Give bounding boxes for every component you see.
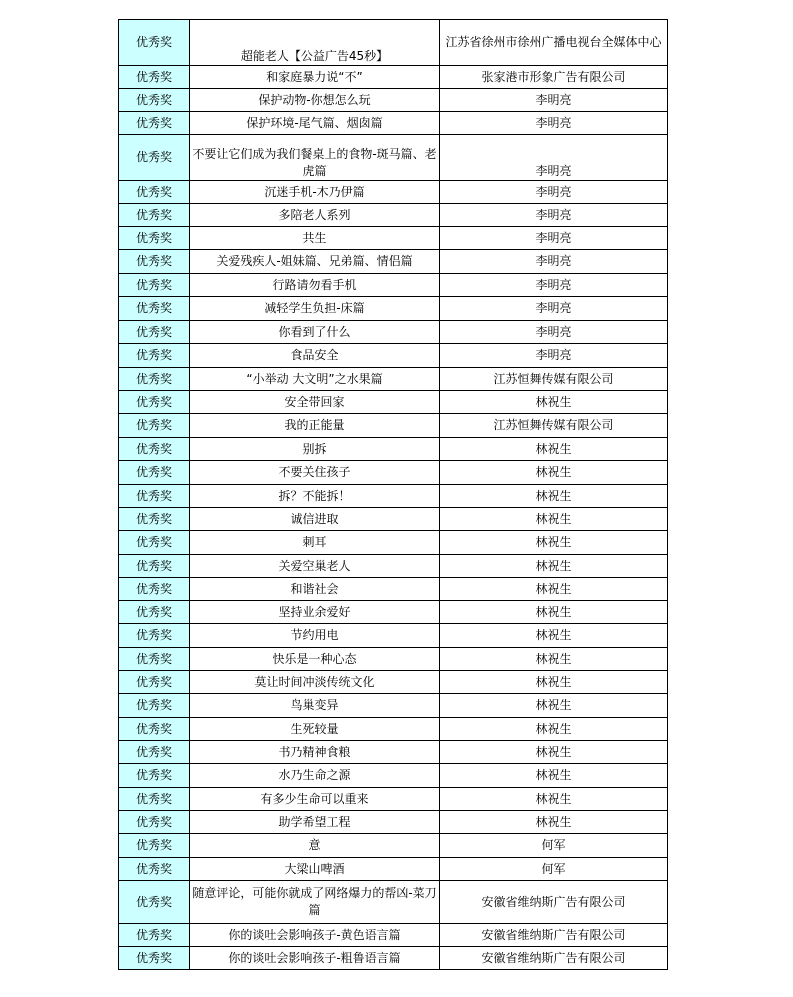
entrant-cell: 何军 [440,834,668,858]
work-title-cell: 大梁山啤酒 [190,858,440,881]
award-level-cell: 优秀奖 [119,438,190,461]
table-row [119,741,668,764]
table-row [119,881,668,924]
table-row [119,555,668,578]
award-level-cell: 优秀奖 [119,344,190,368]
award-level-cell: 优秀奖 [119,924,190,947]
table-row [119,274,668,297]
award-level-cell: 优秀奖 [119,508,190,531]
entrant-cell: 李明亮 [440,321,668,344]
work-title-cell: 意 [190,834,440,858]
entrant-cell: 林祝生 [440,555,668,578]
table-row [119,297,668,321]
entrant-cell: 李明亮 [440,135,668,181]
table-row [119,321,668,344]
entrant-cell: 李明亮 [440,250,668,274]
work-title-cell: 有多少生命可以重来 [190,788,440,811]
table-row [119,344,668,368]
work-title-cell: 超能老人【公益广告45秒】 [190,20,440,66]
table-row [119,531,668,555]
table-row [119,858,668,881]
award-level-cell: 优秀奖 [119,250,190,274]
work-title-cell: 别拆 [190,438,440,461]
work-title-cell: 行路请勿看手机 [190,274,440,297]
award-level-cell: 优秀奖 [119,274,190,297]
award-level-cell: 优秀奖 [119,368,190,391]
award-level-cell: 优秀奖 [119,297,190,321]
table-row [119,66,668,89]
work-title-cell: 多陪老人系列 [190,204,440,227]
entrant-cell: 李明亮 [440,227,668,250]
work-title-cell: 保护动物-你想怎么玩 [190,89,440,112]
entrant-cell: 林祝生 [440,461,668,485]
work-title-cell: 减轻学生负担-床篇 [190,297,440,321]
table-row [119,112,668,135]
entrant-cell: 张家港市形象广告有限公司 [440,66,668,89]
award-level-cell: 优秀奖 [119,601,190,624]
work-title-cell: “小举动 大文明”之水果篇 [190,368,440,391]
table-row [119,391,668,414]
work-title-cell: 坚持业余爱好 [190,601,440,624]
award-level-cell: 优秀奖 [119,321,190,344]
table-row [119,181,668,204]
award-level-cell: 优秀奖 [119,391,190,414]
entrant-cell: 林祝生 [440,788,668,811]
table-row [119,811,668,834]
award-level-cell: 优秀奖 [119,578,190,601]
work-title-cell: 共生 [190,227,440,250]
award-level-cell: 优秀奖 [119,485,190,508]
award-level-cell: 优秀奖 [119,947,190,970]
award-level-cell: 优秀奖 [119,671,190,694]
award-level-cell: 优秀奖 [119,834,190,858]
award-table-body [119,20,668,970]
work-title-cell: 诚信进取 [190,508,440,531]
work-title-cell: 食品安全 [190,344,440,368]
table-row [119,20,668,66]
table-row [119,227,668,250]
entrant-cell: 林祝生 [440,741,668,764]
entrant-cell: 林祝生 [440,485,668,508]
work-title-cell: 保护环境-尾气篇、烟囱篇 [190,112,440,135]
entrant-cell: 李明亮 [440,274,668,297]
work-title-cell: 沉迷手机-木乃伊篇 [190,181,440,204]
award-level-cell: 优秀奖 [119,112,190,135]
award-level-cell: 优秀奖 [119,858,190,881]
entrant-cell: 林祝生 [440,811,668,834]
entrant-cell: 李明亮 [440,344,668,368]
entrant-cell: 林祝生 [440,624,668,648]
award-level-cell: 优秀奖 [119,624,190,648]
entrant-cell: 李明亮 [440,297,668,321]
entrant-cell: 安徽省维纳斯广告有限公司 [440,881,668,924]
entrant-cell: 林祝生 [440,508,668,531]
work-title-cell: 安全带回家 [190,391,440,414]
table-row [119,694,668,718]
work-title-cell: 快乐是一种心态 [190,648,440,671]
entrant-cell: 李明亮 [440,112,668,135]
award-level-cell: 优秀奖 [119,227,190,250]
entrant-cell: 林祝生 [440,391,668,414]
table-row [119,508,668,531]
entrant-cell: 安徽省维纳斯广告有限公司 [440,924,668,947]
award-level-cell: 优秀奖 [119,531,190,555]
work-title-cell: 关爱空巢老人 [190,555,440,578]
work-title-cell: 不要让它们成为我们餐桌上的食物-斑马篇、老虎篇 [190,135,440,181]
work-title-cell: 和家庭暴力说“不” [190,66,440,89]
award-level-cell: 优秀奖 [119,414,190,438]
work-title-cell: 生死较量 [190,718,440,741]
entrant-cell: 林祝生 [440,694,668,718]
work-title-cell: 你的谈吐会影响孩子-黄色语言篇 [190,924,440,947]
work-title-cell: 鸟巢变异 [190,694,440,718]
award-level-cell: 优秀奖 [119,764,190,788]
table-row [119,924,668,947]
entrant-cell: 江苏恒舞传媒有限公司 [440,414,668,438]
work-title-cell: 你看到了什么 [190,321,440,344]
award-level-cell: 优秀奖 [119,694,190,718]
table-row [119,718,668,741]
table-row [119,601,668,624]
award-level-cell: 优秀奖 [119,135,190,181]
entrant-cell: 何军 [440,858,668,881]
award-level-cell: 优秀奖 [119,66,190,89]
work-title-cell: 助学希望工程 [190,811,440,834]
table-row [119,485,668,508]
award-table [118,19,668,970]
work-title-cell: 你的谈吐会影响孩子-粗鲁语言篇 [190,947,440,970]
entrant-cell: 林祝生 [440,648,668,671]
award-level-cell: 优秀奖 [119,20,190,66]
award-level-cell: 优秀奖 [119,204,190,227]
entrant-cell: 江苏恒舞传媒有限公司 [440,368,668,391]
entrant-cell: 李明亮 [440,204,668,227]
award-level-cell: 优秀奖 [119,648,190,671]
work-title-cell: 关爱残疾人-姐妹篇、兄弟篇、情侣篇 [190,250,440,274]
table-row [119,648,668,671]
entrant-cell: 林祝生 [440,438,668,461]
award-level-cell: 优秀奖 [119,89,190,112]
entrant-cell: 林祝生 [440,764,668,788]
award-level-cell: 优秀奖 [119,881,190,924]
table-row [119,204,668,227]
table-row [119,368,668,391]
work-title-cell: 我的正能量 [190,414,440,438]
table-row [119,135,668,181]
table-row [119,438,668,461]
table-row [119,624,668,648]
work-title-cell: 节约用电 [190,624,440,648]
entrant-cell: 安徽省维纳斯广告有限公司 [440,947,668,970]
table-row [119,834,668,858]
entrant-cell: 林祝生 [440,671,668,694]
work-title-cell: 水乃生命之源 [190,764,440,788]
entrant-cell: 林祝生 [440,718,668,741]
award-level-cell: 优秀奖 [119,718,190,741]
award-level-cell: 优秀奖 [119,461,190,485]
work-title-cell: 不要关住孩子 [190,461,440,485]
table-row [119,671,668,694]
award-level-cell: 优秀奖 [119,555,190,578]
entrant-cell: 江苏省徐州市徐州广播电视台全媒体中心 [440,20,668,66]
table-row [119,414,668,438]
table-row [119,764,668,788]
table-row [119,788,668,811]
table-row [119,947,668,970]
work-title-cell: 刺耳 [190,531,440,555]
entrant-cell: 林祝生 [440,601,668,624]
table-row [119,89,668,112]
work-title-cell: 书乃精神食粮 [190,741,440,764]
award-level-cell: 优秀奖 [119,741,190,764]
entrant-cell: 李明亮 [440,181,668,204]
entrant-cell: 林祝生 [440,531,668,555]
work-title-cell: 莫让时间冲淡传统文化 [190,671,440,694]
table-row [119,250,668,274]
entrant-cell: 林祝生 [440,578,668,601]
table-row [119,461,668,485]
entrant-cell: 李明亮 [440,89,668,112]
award-level-cell: 优秀奖 [119,181,190,204]
work-title-cell: 拆？不能拆！ [190,485,440,508]
work-title-cell: 和谐社会 [190,578,440,601]
table-row [119,578,668,601]
award-level-cell: 优秀奖 [119,788,190,811]
award-level-cell: 优秀奖 [119,811,190,834]
work-title-cell: 随意评论，可能你就成了网络爆力的帮凶-菜刀篇 [190,881,440,924]
